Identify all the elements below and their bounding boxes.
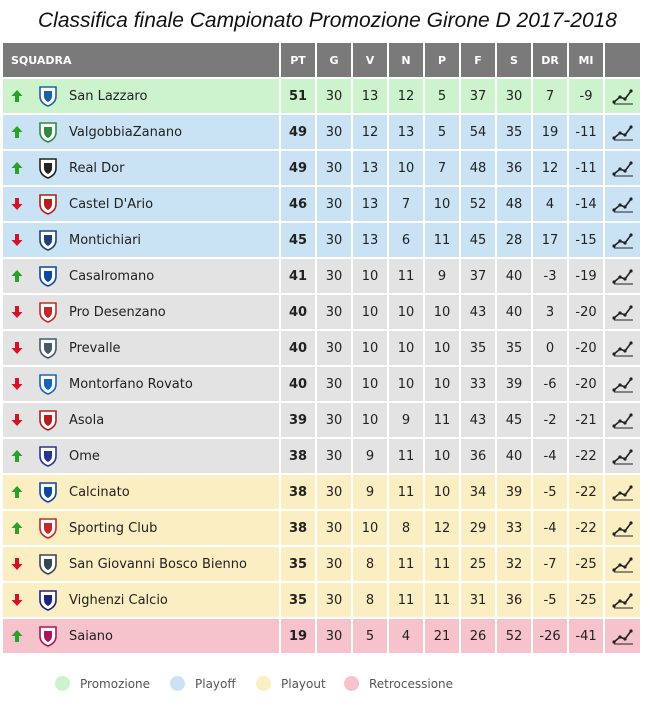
trend-chart-icon[interactable]	[612, 591, 634, 609]
arrow-down-icon	[10, 305, 24, 319]
team-cell	[3, 403, 279, 437]
team-name[interactable]: Saiano	[69, 628, 113, 644]
header-s[interactable]: S	[495, 43, 531, 77]
team-name[interactable]: Sporting Club	[69, 520, 158, 536]
cell-v: 13	[351, 79, 387, 113]
team-cell	[3, 439, 279, 473]
trend-cell[interactable]	[603, 619, 640, 653]
cell-s: 36	[495, 151, 531, 185]
cell-pt: 38	[279, 475, 315, 509]
cell-g: 30	[315, 223, 351, 257]
table-row[interactable]	[3, 223, 640, 257]
cell-s: 30	[495, 79, 531, 113]
header-g[interactable]: G	[315, 43, 351, 77]
cell-g: 30	[315, 439, 351, 473]
cell-n: 11	[387, 547, 423, 581]
table-row[interactable]	[3, 79, 640, 113]
cell-n: 9	[387, 403, 423, 437]
cell-s: 40	[495, 439, 531, 473]
cell-g: 30	[315, 367, 351, 401]
header-dr[interactable]: DR	[531, 43, 567, 77]
cell-v: 13	[351, 151, 387, 185]
trend-cell[interactable]	[603, 403, 640, 437]
cell-n: 4	[387, 619, 423, 653]
cell-mi: -19	[567, 259, 603, 293]
cell-pt: 49	[279, 115, 315, 149]
team-logo-icon	[36, 588, 60, 612]
team-name[interactable]: Pro Desenzano	[69, 304, 166, 320]
team-cell	[3, 259, 279, 293]
cell-mi: -41	[567, 619, 603, 653]
cell-dr: 3	[531, 295, 567, 329]
cell-dr: -4	[531, 511, 567, 545]
team-logo-icon	[36, 264, 60, 288]
cell-p: 11	[423, 403, 459, 437]
table-row[interactable]	[3, 547, 640, 581]
cell-n: 11	[387, 583, 423, 617]
cell-pt: 41	[279, 259, 315, 293]
table-row[interactable]	[3, 583, 640, 617]
trend-cell[interactable]	[603, 547, 640, 581]
cell-p: 21	[423, 619, 459, 653]
team-logo-icon	[36, 516, 60, 540]
trend-cell[interactable]	[603, 439, 640, 473]
team-cell	[3, 223, 279, 257]
cell-dr: 17	[531, 223, 567, 257]
arrow-up-icon	[10, 629, 24, 643]
cell-f: 25	[459, 547, 495, 581]
team-logo-icon	[36, 156, 60, 180]
legend-item-retrocessione	[344, 676, 453, 691]
trend-chart-icon[interactable]	[612, 231, 634, 249]
table-row[interactable]	[3, 367, 640, 401]
arrow-down-icon	[10, 557, 24, 571]
cell-s: 45	[495, 403, 531, 437]
legend-label: Promozione	[80, 676, 151, 691]
trend-cell[interactable]	[603, 367, 640, 401]
trend-cell[interactable]	[603, 583, 640, 617]
legend-label: Playout	[281, 676, 326, 691]
cell-n: 12	[387, 79, 423, 113]
cell-p: 7	[423, 151, 459, 185]
cell-v: 10	[351, 511, 387, 545]
cell-n: 11	[387, 439, 423, 473]
cell-pt: 35	[279, 583, 315, 617]
cell-pt: 40	[279, 331, 315, 365]
cell-f: 48	[459, 151, 495, 185]
arrow-up-icon	[10, 125, 24, 139]
trend-chart-icon[interactable]	[612, 627, 634, 645]
arrow-down-icon	[10, 233, 24, 247]
trend-cell[interactable]	[603, 79, 640, 113]
trend-chart-icon[interactable]	[612, 195, 634, 213]
arrow-up-icon	[10, 161, 24, 175]
cell-n: 13	[387, 115, 423, 149]
cell-p: 10	[423, 439, 459, 473]
trend-chart-icon[interactable]	[612, 447, 634, 465]
cell-g: 30	[315, 547, 351, 581]
trend-chart-icon[interactable]	[612, 159, 634, 177]
cell-v: 8	[351, 547, 387, 581]
cell-dr: 4	[531, 187, 567, 221]
team-logo-icon	[36, 444, 60, 468]
arrow-up-icon	[10, 449, 24, 463]
cell-n: 10	[387, 295, 423, 329]
arrow-up-icon	[10, 521, 24, 535]
cell-pt: 39	[279, 403, 315, 437]
cell-mi: -11	[567, 115, 603, 149]
table-row[interactable]	[3, 259, 640, 293]
cell-pt: 38	[279, 439, 315, 473]
trend-chart-icon[interactable]	[612, 483, 634, 501]
cell-mi: -22	[567, 475, 603, 509]
cell-pt: 35	[279, 547, 315, 581]
arrow-down-icon	[10, 593, 24, 607]
cell-mi: -25	[567, 547, 603, 581]
cell-f: 45	[459, 223, 495, 257]
cell-v: 9	[351, 475, 387, 509]
cell-mi: -20	[567, 367, 603, 401]
cell-pt: 40	[279, 295, 315, 329]
team-logo-icon	[36, 336, 60, 360]
cell-n: 10	[387, 331, 423, 365]
cell-mi: -14	[567, 187, 603, 221]
cell-g: 30	[315, 295, 351, 329]
arrow-down-icon	[10, 197, 24, 211]
header-p[interactable]: P	[423, 43, 459, 77]
cell-mi: -25	[567, 583, 603, 617]
team-cell	[3, 619, 279, 653]
cell-pt: 19	[279, 619, 315, 653]
cell-f: 52	[459, 187, 495, 221]
team-name[interactable]: Calcinato	[69, 484, 130, 500]
cell-n: 10	[387, 367, 423, 401]
team-logo-icon	[36, 120, 60, 144]
cell-dr: -26	[531, 619, 567, 653]
cell-g: 30	[315, 619, 351, 653]
cell-g: 30	[315, 79, 351, 113]
trend-chart-icon[interactable]	[612, 339, 634, 357]
table-row[interactable]	[3, 295, 640, 329]
cell-v: 12	[351, 115, 387, 149]
trend-chart-icon[interactable]	[612, 267, 634, 285]
cell-f: 31	[459, 583, 495, 617]
cell-s: 36	[495, 583, 531, 617]
legend-dot-icon	[256, 676, 271, 691]
cell-v: 10	[351, 331, 387, 365]
cell-mi: -15	[567, 223, 603, 257]
header-pt[interactable]: PT	[279, 43, 315, 77]
cell-dr: -4	[531, 439, 567, 473]
team-name[interactable]: ValgobbiaZanano	[69, 124, 183, 140]
arrow-up-icon	[10, 269, 24, 283]
cell-pt: 40	[279, 367, 315, 401]
team-cell	[3, 475, 279, 509]
legend-label: Retrocessione	[369, 676, 454, 691]
cell-p: 5	[423, 115, 459, 149]
legend-item-playout	[256, 676, 326, 691]
header-mi[interactable]: MI	[567, 43, 603, 77]
cell-v: 8	[351, 583, 387, 617]
cell-p: 10	[423, 187, 459, 221]
cell-f: 43	[459, 295, 495, 329]
arrow-down-icon	[10, 377, 24, 391]
team-name[interactable]: San Lazzaro	[69, 88, 148, 104]
team-cell	[3, 511, 279, 545]
cell-v: 10	[351, 367, 387, 401]
header-n[interactable]: N	[387, 43, 423, 77]
cell-dr: -3	[531, 259, 567, 293]
team-cell	[3, 547, 279, 581]
cell-g: 30	[315, 151, 351, 185]
cell-mi: -21	[567, 403, 603, 437]
cell-mi: -22	[567, 511, 603, 545]
team-logo-icon	[36, 192, 60, 216]
arrow-down-icon	[10, 341, 24, 355]
cell-s: 40	[495, 259, 531, 293]
cell-p: 10	[423, 367, 459, 401]
table-row[interactable]	[3, 619, 640, 653]
cell-p: 11	[423, 583, 459, 617]
legend	[0, 676, 655, 696]
cell-n: 10	[387, 151, 423, 185]
table-row[interactable]	[3, 403, 640, 437]
trend-chart-icon[interactable]	[612, 303, 634, 321]
header-v[interactable]: V	[351, 43, 387, 77]
team-name[interactable]: San Giovanni Bosco Bienno	[69, 556, 247, 572]
cell-dr: -5	[531, 475, 567, 509]
cell-v: 5	[351, 619, 387, 653]
cell-dr: 0	[531, 331, 567, 365]
cell-n: 11	[387, 475, 423, 509]
trend-cell[interactable]	[603, 115, 640, 149]
team-logo-icon	[36, 624, 60, 648]
cell-s: 40	[495, 295, 531, 329]
team-cell	[3, 367, 279, 401]
team-name[interactable]: Vighenzi Calcio	[69, 592, 168, 608]
team-logo-icon	[36, 408, 60, 432]
arrow-down-icon	[10, 413, 24, 427]
cell-s: 35	[495, 331, 531, 365]
cell-n: 6	[387, 223, 423, 257]
cell-dr: -7	[531, 547, 567, 581]
legend-label: Playoff	[195, 676, 236, 691]
cell-p: 11	[423, 223, 459, 257]
team-logo-icon	[36, 300, 60, 324]
cell-p: 12	[423, 511, 459, 545]
cell-dr: -2	[531, 403, 567, 437]
legend-dot-icon	[344, 676, 359, 691]
team-logo-icon	[36, 552, 60, 576]
cell-f: 37	[459, 259, 495, 293]
table-row[interactable]	[3, 187, 640, 221]
cell-g: 30	[315, 115, 351, 149]
team-name[interactable]: Casalromano	[69, 268, 155, 284]
team-cell	[3, 295, 279, 329]
cell-v: 10	[351, 295, 387, 329]
trend-chart-icon[interactable]	[612, 555, 634, 573]
cell-s: 52	[495, 619, 531, 653]
cell-p: 5	[423, 79, 459, 113]
header-f[interactable]: F	[459, 43, 495, 77]
cell-pt: 46	[279, 187, 315, 221]
team-logo-icon	[36, 372, 60, 396]
trend-cell[interactable]	[603, 475, 640, 509]
cell-f: 54	[459, 115, 495, 149]
team-cell	[3, 79, 279, 113]
cell-g: 30	[315, 403, 351, 437]
cell-v: 10	[351, 259, 387, 293]
cell-s: 32	[495, 547, 531, 581]
trend-cell[interactable]	[603, 295, 640, 329]
cell-f: 43	[459, 403, 495, 437]
cell-s: 48	[495, 187, 531, 221]
cell-v: 10	[351, 403, 387, 437]
table-header	[3, 43, 640, 77]
cell-dr: -6	[531, 367, 567, 401]
trend-cell[interactable]	[603, 223, 640, 257]
cell-f: 33	[459, 367, 495, 401]
trend-cell[interactable]	[603, 151, 640, 185]
team-logo-icon	[36, 84, 60, 108]
cell-f: 26	[459, 619, 495, 653]
arrow-up-icon	[10, 89, 24, 103]
cell-dr: 12	[531, 151, 567, 185]
cell-mi: -20	[567, 295, 603, 329]
trend-cell[interactable]	[603, 331, 640, 365]
cell-p: 10	[423, 331, 459, 365]
trend-chart-icon[interactable]	[612, 411, 634, 429]
team-name[interactable]: Montichiari	[69, 232, 142, 248]
team-cell	[3, 583, 279, 617]
cell-v: 13	[351, 187, 387, 221]
legend-dot-icon	[170, 676, 185, 691]
standings-table	[3, 43, 640, 653]
cell-mi: -11	[567, 151, 603, 185]
cell-n: 8	[387, 511, 423, 545]
team-cell	[3, 115, 279, 149]
cell-pt: 38	[279, 511, 315, 545]
header-team[interactable]: SQUADRA	[11, 53, 72, 67]
team-cell	[3, 187, 279, 221]
team-name[interactable]: Montorfano Rovato	[69, 376, 193, 392]
cell-mi: -22	[567, 439, 603, 473]
cell-p: 11	[423, 547, 459, 581]
table-row[interactable]	[3, 115, 640, 149]
table-row[interactable]	[3, 331, 640, 365]
team-cell	[3, 331, 279, 365]
team-logo-icon	[36, 480, 60, 504]
cell-g: 30	[315, 511, 351, 545]
team-logo-icon	[36, 228, 60, 252]
trend-cell[interactable]	[603, 511, 640, 545]
table-row[interactable]	[3, 439, 640, 473]
arrow-up-icon	[10, 485, 24, 499]
page-title: Classifica finale Campionato Promozione Girone D 2017-2018	[38, 9, 617, 32]
cell-mi: -20	[567, 331, 603, 365]
cell-dr: 19	[531, 115, 567, 149]
cell-f: 35	[459, 331, 495, 365]
cell-f: 29	[459, 511, 495, 545]
legend-item-promozione	[55, 676, 150, 691]
cell-pt: 45	[279, 223, 315, 257]
cell-g: 30	[315, 259, 351, 293]
trend-chart-icon[interactable]	[612, 123, 634, 141]
cell-n: 7	[387, 187, 423, 221]
cell-pt: 49	[279, 151, 315, 185]
cell-v: 9	[351, 439, 387, 473]
cell-pt: 51	[279, 79, 315, 113]
trend-chart-icon[interactable]	[612, 87, 634, 105]
cell-p: 10	[423, 475, 459, 509]
table-row[interactable]	[3, 475, 640, 509]
cell-g: 30	[315, 583, 351, 617]
legend-dot-icon	[55, 676, 70, 691]
cell-g: 30	[315, 475, 351, 509]
trend-cell[interactable]	[603, 187, 640, 221]
cell-g: 30	[315, 187, 351, 221]
cell-p: 9	[423, 259, 459, 293]
cell-f: 36	[459, 439, 495, 473]
cell-s: 28	[495, 223, 531, 257]
legend-item-playoff	[170, 676, 236, 691]
cell-f: 37	[459, 79, 495, 113]
cell-g: 30	[315, 331, 351, 365]
team-name[interactable]: Asola	[69, 412, 105, 428]
cell-f: 34	[459, 475, 495, 509]
cell-mi: -9	[567, 79, 603, 113]
cell-s: 35	[495, 115, 531, 149]
team-name[interactable]: Ome	[69, 448, 100, 464]
cell-s: 39	[495, 475, 531, 509]
header-trend	[603, 43, 640, 77]
table-row[interactable]	[3, 511, 640, 545]
cell-s: 33	[495, 511, 531, 545]
cell-p: 10	[423, 295, 459, 329]
trend-cell[interactable]	[603, 259, 640, 293]
cell-s: 39	[495, 367, 531, 401]
team-name[interactable]: Real Dor	[69, 160, 125, 176]
team-name[interactable]: Prevalle	[69, 340, 121, 356]
team-cell	[3, 151, 279, 185]
table-row[interactable]	[3, 151, 640, 185]
cell-dr: 7	[531, 79, 567, 113]
team-name[interactable]: Castel D'Ario	[69, 196, 154, 212]
trend-chart-icon[interactable]	[612, 519, 634, 537]
cell-n: 11	[387, 259, 423, 293]
cell-dr: -5	[531, 583, 567, 617]
trend-chart-icon[interactable]	[612, 375, 634, 393]
cell-v: 13	[351, 223, 387, 257]
